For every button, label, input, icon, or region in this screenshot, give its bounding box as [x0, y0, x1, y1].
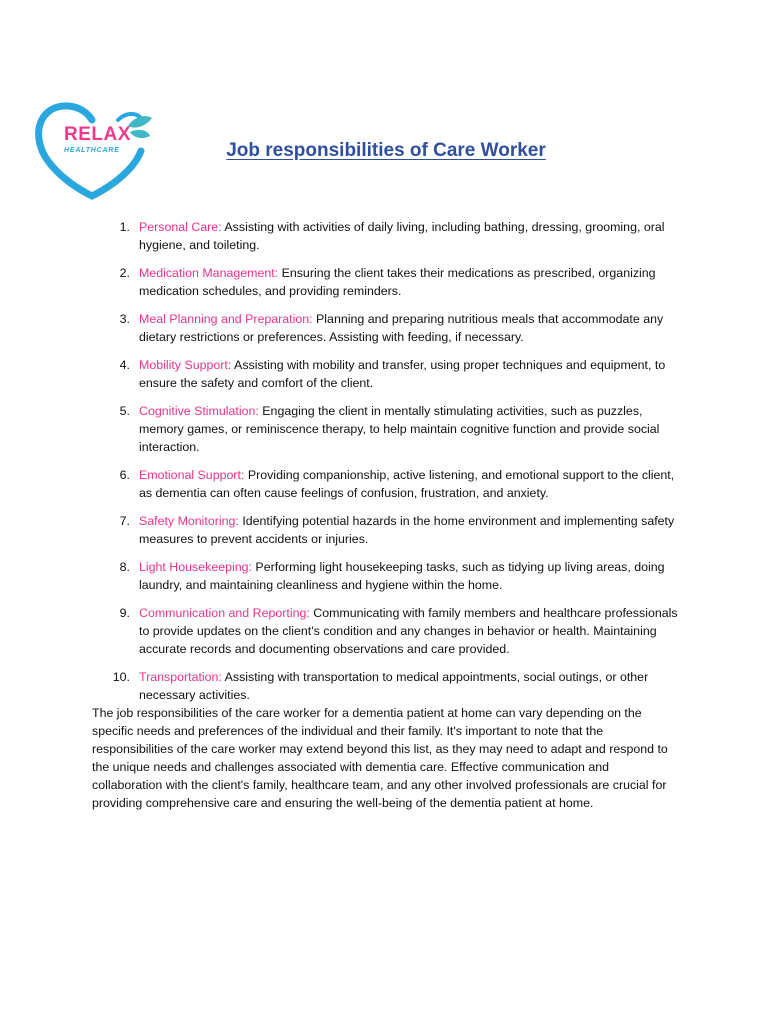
- item-text: Engaging the client in mentally stimulating activities, such as puzzles, memory games, or reminiscence therapy, to help maintain cognitive function and provide social interaction.: [139, 404, 660, 454]
- item-text: Assisting with mobility and transfer, using proper techniques and equipment, to ensure the safety and comfort of the client.: [139, 358, 666, 390]
- item-label: Light Housekeeping:: [139, 560, 252, 574]
- list-item: [108, 558, 680, 594]
- list-item: [108, 466, 680, 502]
- item-text: Planning and preparing nutritious meals that accommodate any dietary restrictions or preferences. Assisting with feeding, if necessary.: [139, 312, 664, 344]
- item-text: Ensuring the client takes their medications as prescribed, organizing medication schedules, and providing reminders.: [139, 266, 656, 298]
- logo-wordmark: RELAX: [64, 124, 131, 145]
- list-item: [108, 218, 680, 254]
- page-title: [0, 127, 768, 164]
- item-number: 5.: [119, 404, 130, 418]
- item-number: 9.: [119, 606, 130, 620]
- list-item: [108, 668, 680, 704]
- item-number: 2.: [119, 266, 130, 280]
- item-text: Assisting with transportation to medical appointments, social outings, or other necessary activities.: [139, 670, 649, 702]
- item-label: Emotional Support:: [139, 468, 245, 482]
- item-text: Providing companionship, active listening, and emotional support to the client, as dementia can often cause feelings of confusion, frustration, and anxiety.: [139, 468, 675, 500]
- item-text: Assisting with activities of daily living, including bathing, dressing, grooming, oral hygiene, and toileting.: [139, 220, 665, 252]
- logo-subtitle: HEALTHCARE: [64, 147, 120, 154]
- list-item: [108, 356, 680, 392]
- item-label: Medication Management:: [139, 266, 279, 280]
- item-label: Personal Care:: [139, 220, 222, 234]
- list-item: [108, 310, 680, 346]
- list-item: [108, 604, 680, 658]
- page-title-text: Job responsibilities of Care Worker: [226, 140, 546, 161]
- item-number: 1.: [119, 220, 130, 234]
- item-label: Cognitive Stimulation:: [139, 404, 259, 418]
- item-number: 6.: [119, 468, 130, 482]
- item-label: Communication and Reporting:: [139, 606, 310, 620]
- list-item: [108, 264, 680, 300]
- item-text: Communicating with family members and healthcare professionals to provide updates on the client's condition and any changes in behavior or health. Maintaining accurate records and documenting observations and care provided.: [139, 606, 678, 656]
- item-number: 3.: [119, 312, 130, 326]
- item-text: Performing light housekeeping tasks, such as tidying up living areas, doing laundry, and maintaining cleanliness and hygiene within the home.: [139, 560, 665, 592]
- summary-paragraph: The job responsibilities of the care worker for a dementia patient at home can vary depending on the specific needs and preferences of the individual and their family. It's important to note that the responsibilities of the care worker may extend beyond this list, as they may need to adapt and respond to the unique needs and challenges associated with dementia care. Effective communication and collaboration with the client's family, healthcare team, and any other involved professionals are crucial for providing comprehensive care and ensuring the well-being of the dementia patient at home.: [92, 706, 668, 810]
- item-label: Mobility Support:: [139, 358, 232, 372]
- list-item: [108, 402, 680, 456]
- item-number: 10.: [112, 670, 130, 684]
- list-item: [108, 512, 680, 548]
- item-text: Identifying potential hazards in the home environment and implementing safety measures to prevent accidents or injuries.: [139, 514, 675, 546]
- item-number: 4.: [119, 358, 130, 372]
- item-number: 8.: [119, 560, 130, 574]
- item-label: Meal Planning and Preparation:: [139, 312, 313, 326]
- responsibilities-list: [108, 218, 680, 714]
- item-number: 7.: [119, 514, 130, 528]
- item-label: Safety Monitoring:: [139, 514, 239, 528]
- item-label: Transportation:: [139, 670, 222, 684]
